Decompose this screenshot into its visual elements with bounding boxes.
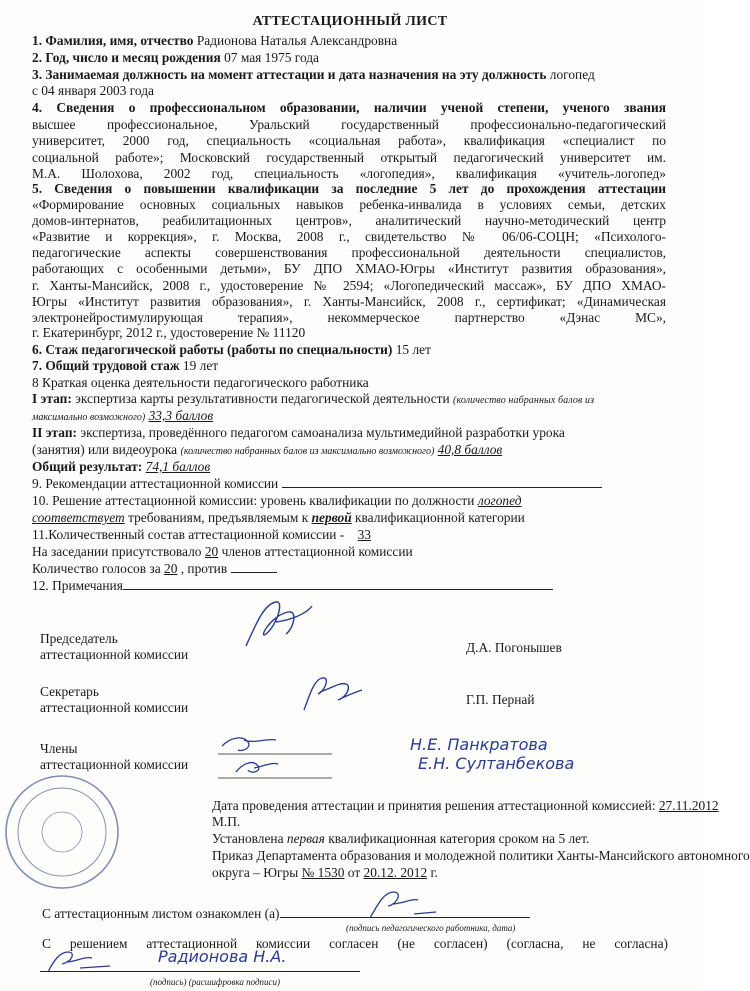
agree-line: С решением аттестационной комиссии согласен (не согласен) (согласна, не согласна) xyxy=(42,936,668,951)
commission-size-label: 11.Количественный состав аттестационной комиссии - xyxy=(32,527,348,542)
stage-1-line xyxy=(32,391,594,409)
education-line: социальной работе»; Московский государственный открытый педагогический университет им. xyxy=(32,149,666,165)
birth-date-label: 2. Год, число и месяц рождения xyxy=(32,50,221,65)
decision-compliance: соответствует xyxy=(32,510,125,525)
notes-label: 12. Примечания xyxy=(32,578,123,593)
section-6 xyxy=(32,342,431,358)
education-label: 4. Сведения о профессиональном образовании, наличии ученой степени, ученого звания xyxy=(32,100,666,115)
votes-against-blank xyxy=(231,561,277,573)
qualification-line: педагогические аспекты совершенствования профессиональной деятельности специалистов, xyxy=(32,245,666,261)
recommendations-blank xyxy=(282,476,602,488)
position-value: логопед xyxy=(546,67,595,82)
secretary-name: Г.П. Пернай xyxy=(466,692,535,707)
stage-1-note: (количество набранных балов из xyxy=(453,395,595,406)
qualification-last-line: г. Екатеринбург, 2012 г., удостоверение № 11120 xyxy=(32,325,306,340)
qualification-line: домов-интернатов, реабилитационных центров», аналитический научно-методический центр xyxy=(32,213,666,229)
votes-line xyxy=(32,561,277,577)
decision-text: 10. Решение аттестационной комиссии: уровень квалификации по должности xyxy=(32,493,475,508)
education-line: М.А. Шолохова, 2002 год, специальность «логопедия», квалификация «учитель-логопед» xyxy=(32,165,666,181)
decision-date-value: 27.11.2012 xyxy=(658,798,719,813)
seal-place: М.П. xyxy=(212,814,241,829)
total-result-label: Общий результат: xyxy=(32,459,143,474)
present-text: На заседании присутствовало xyxy=(32,544,205,559)
votes-for: 20 xyxy=(164,561,178,576)
teacher-signature-1 xyxy=(364,884,444,924)
qualification-line: работающих с особенными детьми», БУ ДПО ХМАО-Югры «Институт развития образования», xyxy=(32,261,666,277)
commission-size-value: 33 xyxy=(357,527,371,542)
qualification-label: 5. Сведения о повышении квалификации за последние 5 лет до прохождения аттестации xyxy=(32,181,666,196)
present-line xyxy=(32,544,413,560)
total-experience-value: 19 лет xyxy=(179,358,219,373)
category-established-text-2: квалификационная категория сроком на 5 лет. xyxy=(324,831,590,846)
acquainted-line xyxy=(42,906,530,922)
order-text-3: от xyxy=(344,865,364,880)
agree-caption: (подпись) (расшифровка подписи) xyxy=(150,977,281,987)
order-text-4: г. xyxy=(427,865,438,880)
stage-1-text: экспертиза карты результативности педагогической деятельности xyxy=(71,391,454,406)
full-name-value: Радионова Наталья Александровна xyxy=(193,33,398,48)
votes-text: Количество голосов за xyxy=(32,561,164,576)
stage-1-note-2: максимально возможного) xyxy=(32,412,146,423)
agree-handwritten-name: Радионова Н.А. xyxy=(158,947,287,966)
present-text-2: членов аттестационной комиссии xyxy=(218,544,413,559)
total-result-line xyxy=(32,459,210,475)
qualification-line: Югры «Институт развития образования», г. Ханты-Мансийск, 2008 г., сертификат; «Динамическая xyxy=(32,293,666,309)
stage-1-score: 33,3 баллов xyxy=(148,408,214,423)
category-established xyxy=(212,831,589,847)
stage-2-note: (количество набранных балов из максимально возможного) xyxy=(180,446,435,457)
acquainted-text: С аттестационным листом ознакомлен (а) xyxy=(42,906,280,921)
category-established-value: первая xyxy=(286,831,325,846)
teacher-signature-2 xyxy=(40,944,130,978)
qualification-line: «Формирование основных социальных навыков ребенка-инвалида в условиях семьи, детских xyxy=(32,197,666,212)
decision-date-line xyxy=(212,798,719,814)
education-line: высшее профессиональное, Уральский государственный профессионально-педагогический xyxy=(32,117,666,132)
order-line-1: Приказ Департамента образования и молодежной политики Ханты-Мансийского автономного xyxy=(212,848,750,863)
decision-category: первой xyxy=(311,510,352,525)
order-date: 20.12. 2012 xyxy=(363,865,428,880)
total-result-value: 74,1 баллов xyxy=(145,459,211,474)
section-12 xyxy=(32,578,553,594)
acquainted-caption: (подпись педагогического работника, дата) xyxy=(346,923,516,933)
document-title: АТТЕСТАЦИОННЫЙ ЛИСТ xyxy=(252,14,448,29)
stamp-seal xyxy=(2,772,122,892)
section-10-line-2 xyxy=(32,510,525,526)
secretary-label-1: Секретарь xyxy=(40,684,99,699)
chair-signature xyxy=(236,594,316,654)
order-number: № 1530 xyxy=(301,865,345,880)
full-name-label: 1. Фамилия, имя, отчество xyxy=(32,33,194,48)
total-experience-label: 7. Общий трудовой стаж xyxy=(32,358,180,373)
section-7 xyxy=(32,358,218,374)
birth-date-value: 07 мая 1975 года xyxy=(220,50,320,65)
position-date: с 04 января 2003 года xyxy=(32,83,154,98)
stage-2-score: 40,8 баллов xyxy=(437,442,503,457)
stage-1-label: I этап: xyxy=(32,391,72,406)
section-11 xyxy=(32,527,375,543)
qualification-line: г. Ханты-Мансийск, 2008 г., удостоверение № 2594; «Логопедический массаж», БУ ДПО ХМАО- xyxy=(32,277,666,293)
teaching-experience-label: 6. Стаж педагогической работы (работы по специальности) xyxy=(32,342,393,357)
secretary-signature xyxy=(296,670,366,716)
order-text: округа – Югры xyxy=(212,865,302,880)
section-8: 8 Краткая оценка деятельности педагогического работника xyxy=(32,375,369,390)
recommendations-label: 9. Рекомендации аттестационной комиссии xyxy=(32,476,279,491)
decision-position: логопед xyxy=(477,493,522,508)
notes-blank xyxy=(123,578,553,590)
position-label: 3. Занимаемая должность на момент аттестации и дата назначения на эту должность xyxy=(32,67,547,82)
stage-2-text: экспертиза, проведённого педагогом самоанализа мультимедийной разработки урока xyxy=(77,425,565,440)
chair-name: Д.А. Погонышев xyxy=(466,640,562,655)
section-2 xyxy=(32,50,319,66)
stage-2-line xyxy=(32,425,565,441)
present-count: 20 xyxy=(204,544,219,559)
secretary-label-2: аттестационной комиссии xyxy=(40,700,189,715)
qualification-line: электронейростимулирующая терапия», некоммерческое партнерство «Дэнас МС», xyxy=(32,309,666,325)
decision-text-3: квалификационной категории xyxy=(351,510,525,525)
section-9 xyxy=(32,476,602,492)
stage-1-line-2 xyxy=(32,408,213,426)
decision-date-label: Дата проведения аттестации и принятия решения аттестационной комиссией: xyxy=(212,798,659,813)
decision-text-2: требованиям, предъявляемым к xyxy=(124,510,312,525)
chair-label-1: Председатель xyxy=(40,631,118,646)
section-1 xyxy=(32,33,397,49)
section-10-line-1 xyxy=(32,493,522,509)
education-line: университет, 2000 год, специальность «социальная работа», квалификация «специалист по xyxy=(32,133,666,149)
stage-2-text-2: (занятия) или видеоурока xyxy=(32,442,181,457)
section-3 xyxy=(32,67,595,83)
stage-2-line-2 xyxy=(32,442,502,460)
member-2-handwritten-name: Е.Н. Султанбекова xyxy=(418,754,575,773)
category-established-text: Установлена xyxy=(212,831,287,846)
member-1-handwritten-name: Н.Е. Панкратова xyxy=(410,735,548,754)
members-label-2: аттестационной комиссии xyxy=(40,757,189,772)
stage-2-label: II этап: xyxy=(32,425,77,440)
members-label-1: Члены xyxy=(40,741,78,756)
votes-text-2: , против xyxy=(177,561,231,576)
chair-label-2: аттестационной комиссии xyxy=(40,647,189,662)
members-signatures xyxy=(214,730,334,784)
qualification-line: «Развитие и коррекция», г. Москва, 2008 г., свидетельство № 06/06-СОЦН; «Психолого- xyxy=(32,229,666,245)
order-line-2 xyxy=(212,865,438,881)
teaching-experience-value: 15 лет xyxy=(392,342,431,357)
